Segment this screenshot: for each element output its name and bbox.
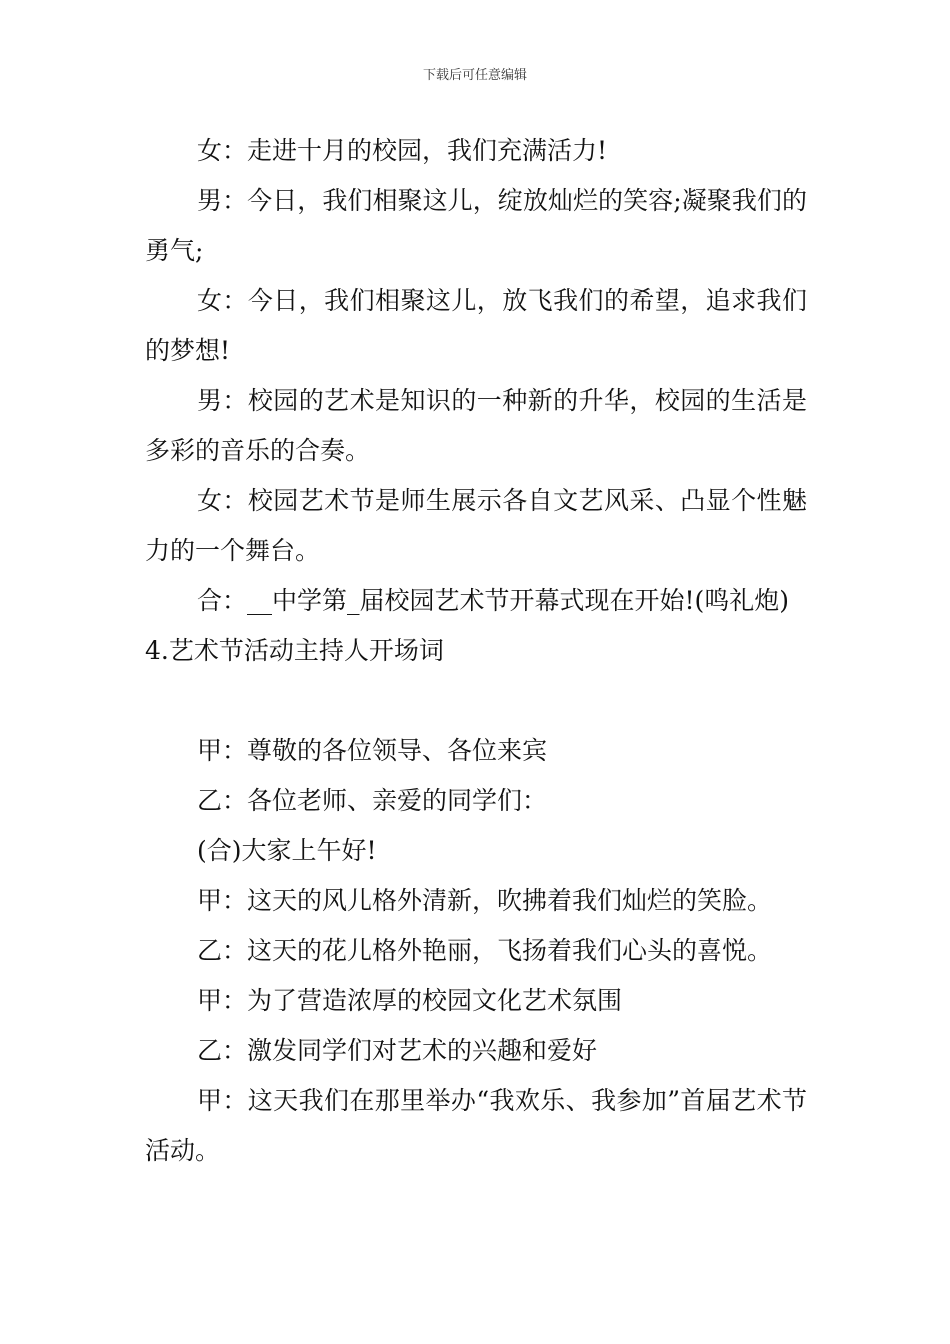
script-line: 乙：激发同学们对艺术的兴趣和爱好 bbox=[197, 1036, 598, 1065]
script-line: 甲：尊敬的各位领导、各位来宾 bbox=[197, 736, 548, 765]
script-line: 甲：这天我们在那里举办“我欢乐、我参加”首届艺术节活动。 bbox=[145, 1086, 807, 1165]
script-line: 乙：这天的花儿格外艳丽，飞扬着我们心头的喜悦。 bbox=[197, 936, 773, 965]
page-header: 下载后可任意编辑 bbox=[422, 68, 527, 83]
paragraph: 女：走进十月的校园，我们充满活力! bbox=[197, 136, 608, 165]
paragraph: 男：今日，我们相聚这儿，绽放灿烂的笑容;凝聚我们的勇气; bbox=[145, 186, 807, 265]
paragraph: 男：校园的艺术是知识的一种新的升华，校园的生活是多彩的音乐的合奏。 bbox=[145, 386, 807, 465]
blank-line bbox=[145, 676, 807, 726]
script-line: 乙：各位老师、亲爱的同学们： bbox=[197, 786, 548, 815]
paragraph: 女：校园艺术节是师生展示各自文艺风采、凸显个性魅力的一个舞台。 bbox=[145, 486, 807, 565]
script-line: (合)大家上午好! bbox=[197, 836, 377, 865]
section-title: 4.艺术节活动主持人开场词 bbox=[145, 636, 444, 665]
paragraph: 合：__中学第_届校园艺术节开幕式现在开始!(鸣礼炮) bbox=[197, 586, 790, 615]
script-line: 甲：为了营造浓厚的校园文化艺术氛围 bbox=[197, 986, 623, 1015]
paragraph: 女：今日，我们相聚这儿，放飞我们的希望，追求我们的梦想! bbox=[145, 286, 807, 365]
script-line: 甲：这天的风儿格外清新，吹拂着我们灿烂的笑脸。 bbox=[197, 886, 773, 915]
document-body bbox=[145, 126, 807, 1176]
